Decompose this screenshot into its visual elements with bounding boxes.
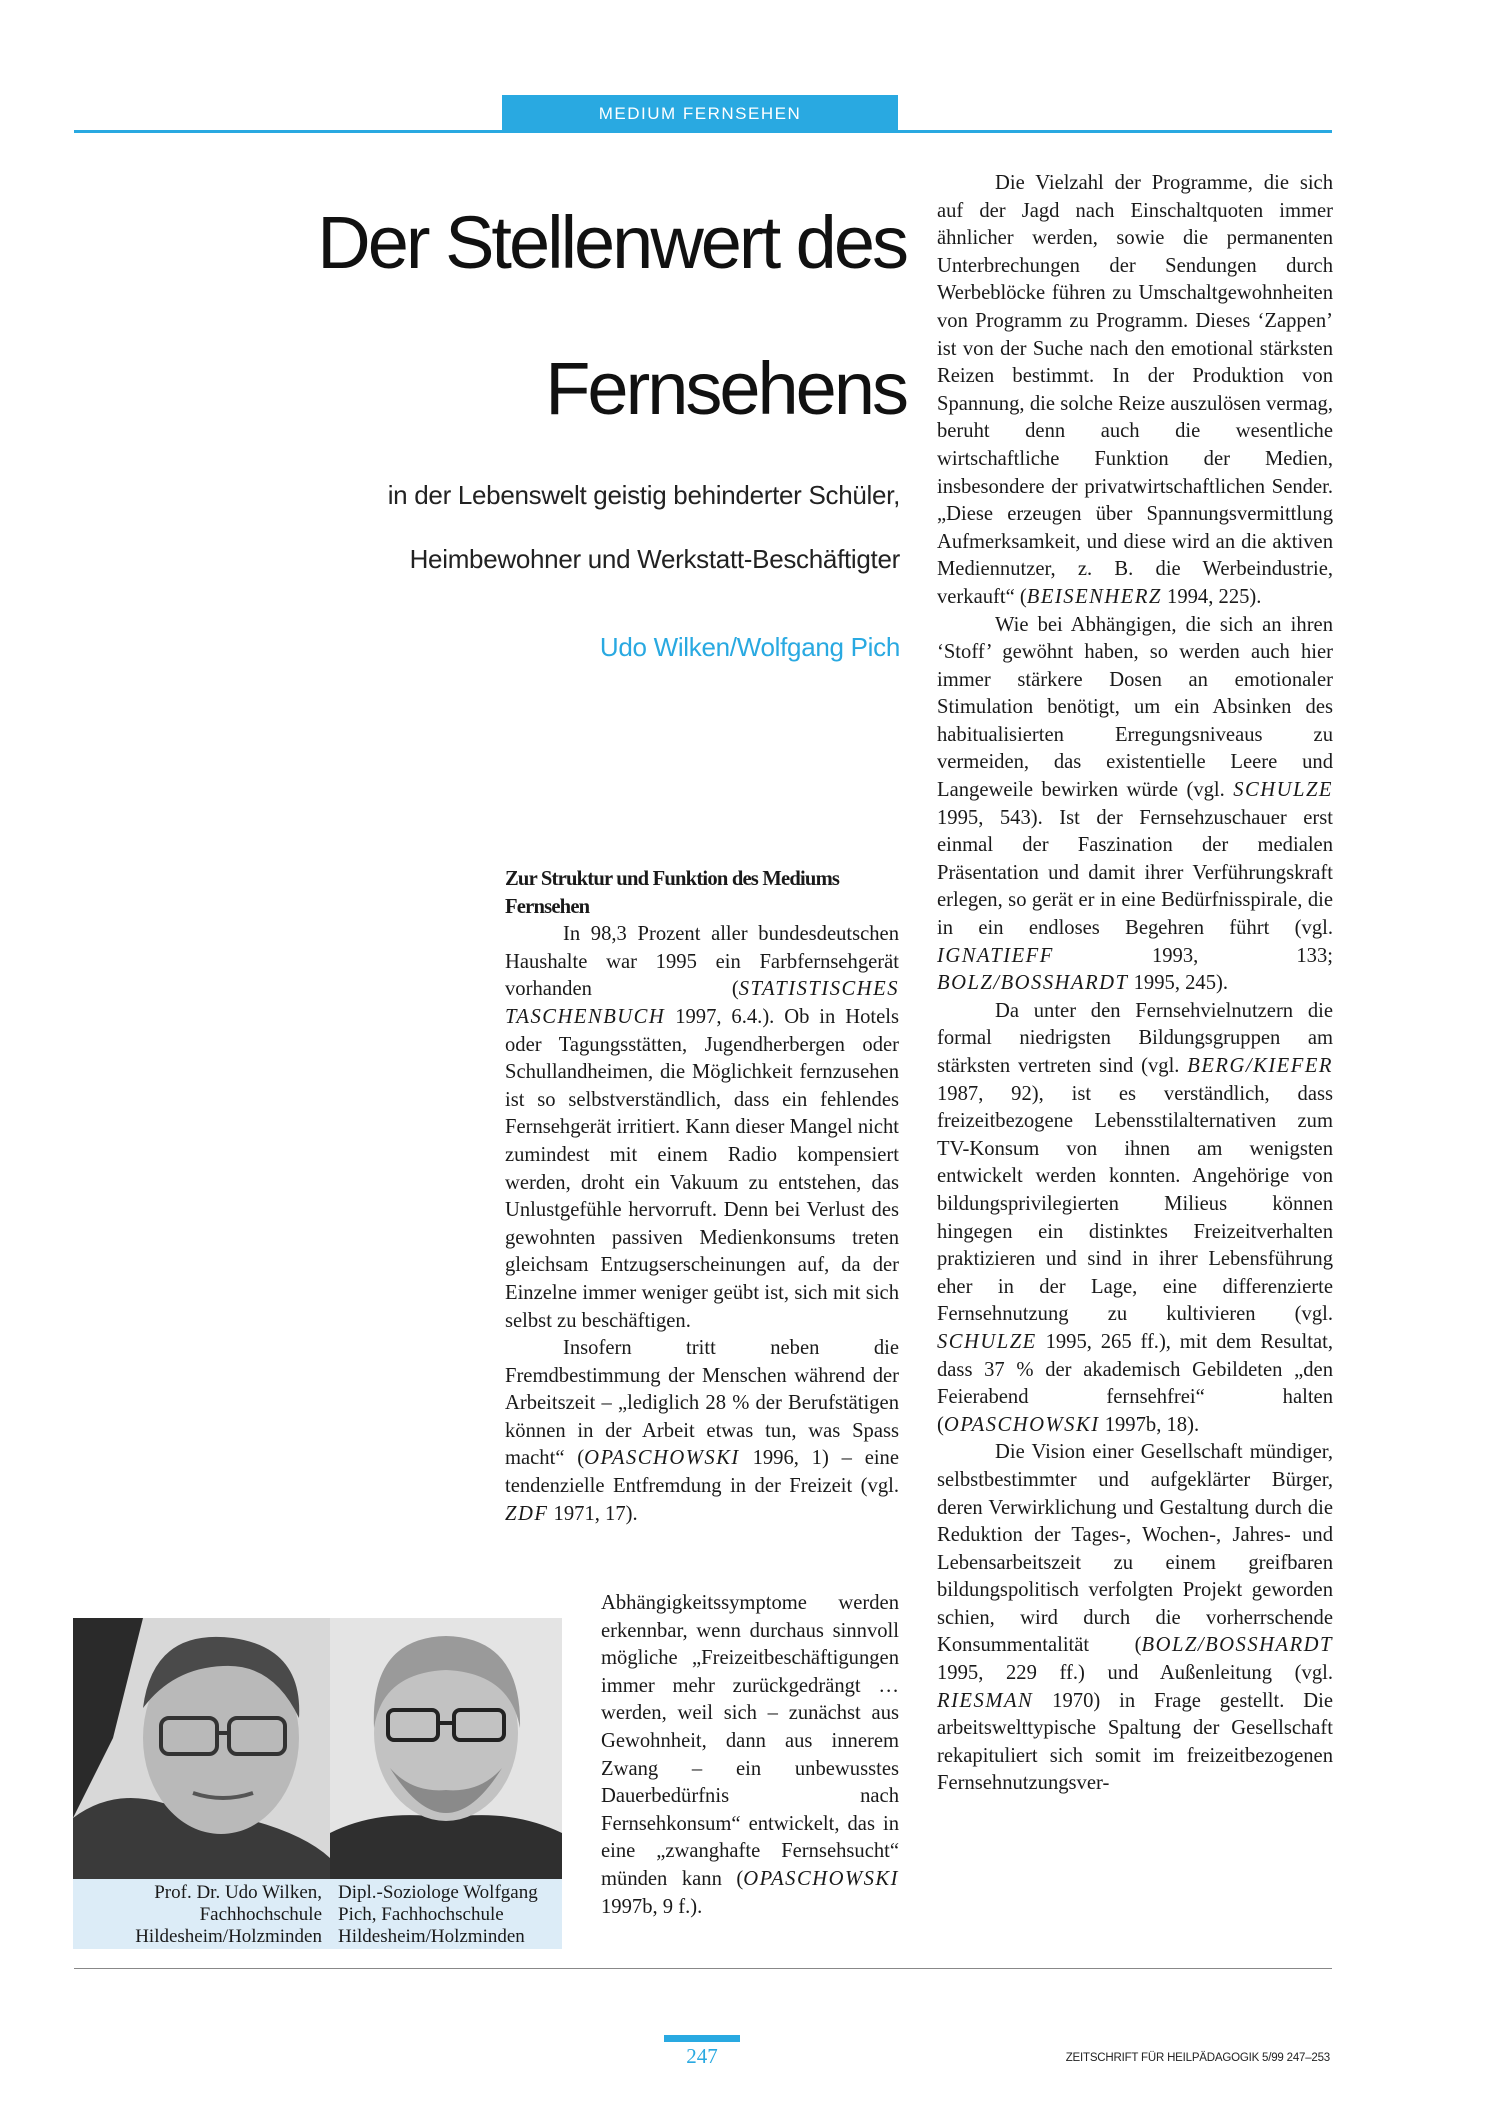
author-photo-wilken <box>73 1618 330 1879</box>
paragraph: Die Vielzahl der Programme, die sich auf der Jagd nach Einschaltquoten immer ähnlicher werden, sowie die permanenten Unterbrechungen der Sendungen durch Werbeblöcke führen zu Umschaltgewohnheiten von Programm zu Programm. Dieses ‘Zappen’ ist von der Suche nach den emotional stärksten Reizen bestimmt. In der Produktion von Spannung, die solche Reize auszulösen vermag, beruht denn auch die wesentliche wirtschaftliche Funktion der Medien, insbesondere der privatwirtschaftlichen Sender. „Diese erzeugen über Spannungsvermittlung Aufmerksamkeit, und diese wird an die aktiven Mediennutzer, z. B. die Werbeindustrie, verkauft“ (BEISENHERZ 1994, 225). <box>937 172 1333 608</box>
article-column-left-continued <box>601 1590 899 1921</box>
header-rule <box>74 130 1332 133</box>
paragraph: In 98,3 Prozent aller bundesdeutschen Haushalte war 1995 ein Farbfernsehgerät vorhanden (STATISTISCHES TASCHENBUCH 1997, 6.4.). Ob in Hotels oder Tagungsstätten, Jugendherbergen oder Schullandheimen, die Möglichkeit fernzusehen ist so selbstverständlich, dass ein fehlendes Fernsehgerät irritiert. Kann dieser Mangel nicht zumindest mit einem Radio kompensiert werden, droht ein Vakuum zu entstehen, das Unlustgefühle hervorruft. Denn bei Verlust des gewohnten passiven Medienkonsums treten gleichsam Entzugserscheinungen auf, da der Einzelne immer weniger geübt ist, sich mit sich selbst zu beschäftigen. <box>505 923 899 1332</box>
paragraph: Da unter den Fernsehvielnutzern die formal niedrigsten Bildungsgruppen am stärksten vertreten sind (vgl. BERG/KIEFER 1987, 92), ist es verständlich, dass freizeitbezogene Lebensstilalternativen zum TV-Konsum von ihnen am wenigsten entwickelt werden konnten. Angehörige von bildungsprivilegierten Milieus können hingegen ein distinktes Freizeitverhalten praktizieren und sind in ihrer Lebensführung eher in der Lage, eine differenzierte Fernsehnutzung zu kultivieren (vgl. SCHULZE 1995, 265 ff.), mit dem Resultat, dass 37 % der akademisch Gebildeten „den Feierabend fernsehfrei“ halten (OPASCHOWSKI 1997b, 18). <box>937 999 1333 1436</box>
photo-caption-pich: Dipl.-Soziologe Wolfgang Pich, Fachhochschule Hildesheim/Holzminden <box>330 1879 562 1949</box>
subtitle-line-1: in der Lebenswelt geistig behinderter Schüler, <box>387 480 900 510</box>
authors: Udo Wilken/Wolfgang Pich <box>599 632 900 662</box>
section-header: MEDIUM FERNSEHEN <box>502 95 898 131</box>
journal-reference: ZEITSCHRIFT FÜR HEILPÄDAGOGIK 5/99 247–253 <box>1065 2052 1330 2064</box>
section-heading: Zur Struktur und Funktion des Mediums Fernsehen <box>505 868 840 918</box>
article-column-left <box>505 866 899 1528</box>
paragraph: Wie bei Abhängigen, die sich an ihren ‘Stoff’ gewöhnt haben, so werden auch hier immer stärkere Dosen an emotionaler Stimulation benötigt, um ein Absinken des habitualisierten Erregungsniveaus zu vermeiden, das existentielle Leere und Langeweile bewirken würde (vgl. SCHULZE 1995, 543). Ist der Fernsehzuschauer erst einmal der Faszination der medialen Präsentation und damit ihrer Verführungskraft erlegen, so gerät er in eine Bedürfnisspirale, die in ein endloses Begehren führt (vgl. IGNATIEFF 1993, 133; BOLZ/BOSSHARDT 1995, 245). <box>937 613 1333 995</box>
title-line-2: Fernsehens <box>545 347 906 430</box>
paragraph: Die Vision einer Gesellschaft mündiger, selbstbestimmter und aufgeklärter Bürger, deren Verwirklichung und Gestaltung durch die Reduktion der Tages-, Wochen-, Jahres- und Lebensarbeitszeit zu einem greifbaren bildungspolitisch verfolgten Projekt geworden schien, wird durch die vorherrschende Konsummentalität (BOLZ/BOSSHARDT 1995, 229 ff.) und Außenleitung (vgl. RIESMAN 1970) in Frage gestellt. Die arbeitswelttypische Spaltung der Gesellschaft rekapituliert sich somit im freizeitbezogenen Fernsehnutzungsver- <box>937 1441 1333 1795</box>
footer-rule <box>74 1968 1332 1969</box>
paragraph: Abhängigkeitssymptome werden erkennbar, wenn durchaus sinnvoll mögliche „Freizeitbeschäftigungen immer mehr zurückgedrängt … werden, weil sich – zunächst aus Gewohnheit, dann aus innerem Zwang – ein unbewusstes Dauerbedürfnis nach Fernsehkonsum“ entwickelt, das in eine „zwanghafte Fernsehsucht“ münden kann (OPASCHOWSKI 1997b, 9 f.). <box>601 1592 899 1918</box>
subtitle-line-2: Heimbewohner und Werkstatt-Beschäftigter <box>409 544 900 574</box>
author-photo-pich <box>330 1618 562 1879</box>
article-column-right <box>937 170 1333 1798</box>
photo-caption-wilken: Prof. Dr. Udo Wilken, Fachhochschule Hildesheim/Holzminden <box>73 1879 330 1949</box>
page-number: 247 <box>686 2044 718 2068</box>
title-line-1: Der Stellenwert des <box>317 201 906 284</box>
page-number-tab <box>664 2035 740 2042</box>
paragraph: Insofern tritt neben die Fremdbestimmung der Menschen während der Arbeitszeit – „lediglich 28 % der Berufstätigen können in der Arbeit etwas tun, was Spass macht“ (OPASCHOWSKI 1996, 1) – eine tendenzielle Entfremdung in der Freizeit (vgl. ZDF 1971, 17). <box>505 1337 899 1525</box>
